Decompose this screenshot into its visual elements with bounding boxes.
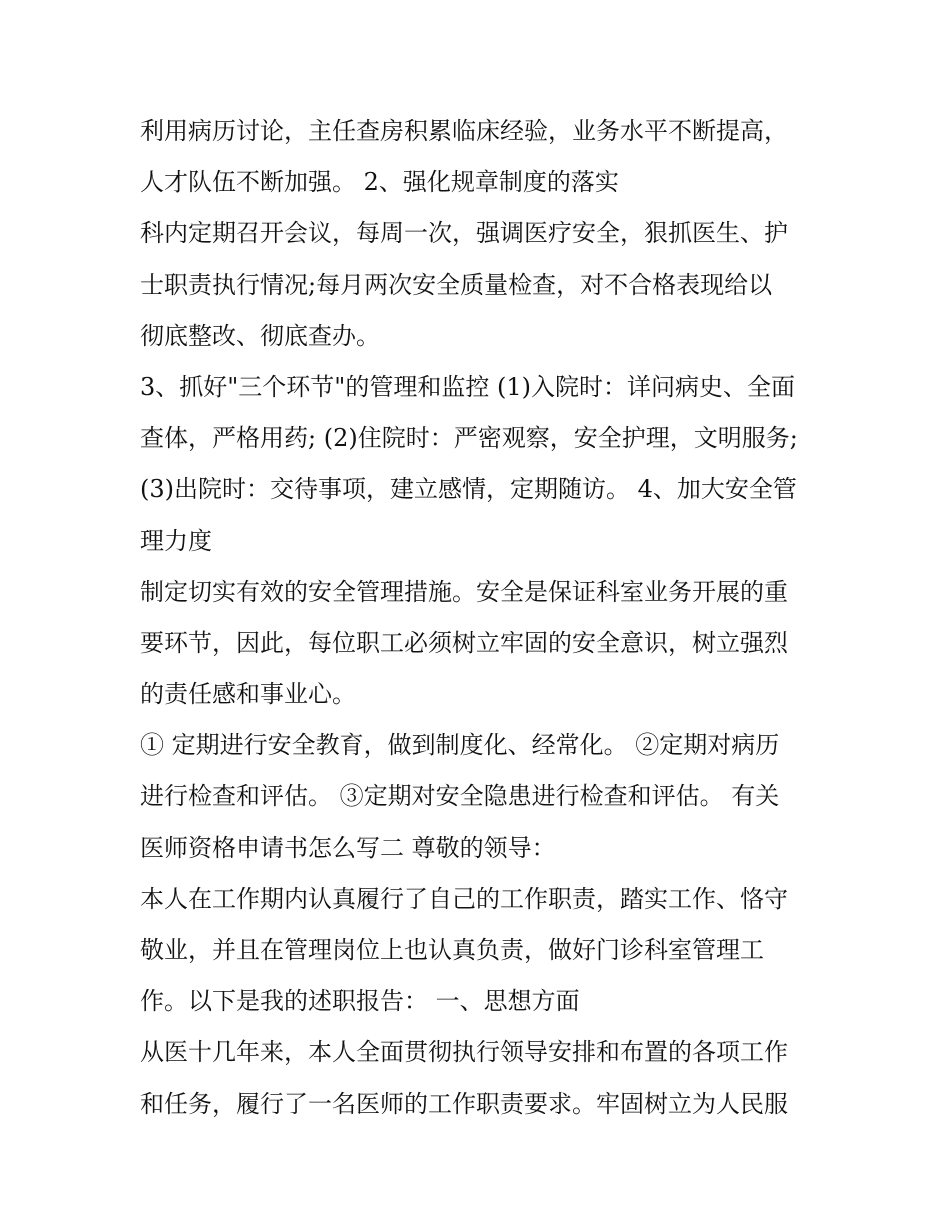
text-line: 3、抓好"三个环节"的管理和监控 (1)入院时：详问病史、全面: [140, 372, 795, 401]
text-line: 理力度: [140, 526, 212, 555]
text-line: 本人在工作期内认真履行了自己的工作职责，踏实工作、恪守: [140, 884, 788, 913]
text-line: 士职责执行情况;每月两次安全质量检查，对不合格表现给以: [140, 270, 773, 299]
text-line: 敬业，并且在管理岗位上也认真负责，做好门诊科室管理工: [140, 936, 764, 964]
text-line: (3)出院时：交待事项，建立感情，定期随访。 4、加大安全管: [140, 475, 797, 504]
text-line: 人才队伍不断加强。 2、强化规章制度的落实: [140, 168, 619, 197]
text-line: 制定切实有效的安全管理措施。安全是保证科室业务开展的重: [140, 577, 788, 606]
text-line: 和任务，履行了一名医师的工作职责要求。牢固树立为人民服: [140, 1089, 788, 1118]
text-line: 要环节，因此，每位职工必须树立牢固的安全意识，树立强烈: [140, 628, 788, 657]
text-line: 作。以下是我的述职报告： 一、思想方面: [140, 987, 580, 1016]
text-line: 科内定期召开会议，每周一次，强调医疗安全，狠抓医生、护: [140, 219, 788, 248]
document-body: [140, 106, 820, 1130]
text-line: 的责任感和事业心。: [140, 680, 356, 709]
text-line: 彻底整改、彻底查办。: [140, 321, 380, 350]
text-line: 利用病历讨论，主任查房积累临床经验，业务水平不断提高，: [140, 117, 788, 145]
text-line: 从医十几年来，本人全面贯彻执行领导安排和布置的各项工作: [140, 1038, 788, 1067]
text-line: 进行检查和评估。 ③定期对安全隐患进行检查和评估。 有关: [140, 782, 780, 811]
text-line: ① 定期进行安全教育，做到制度化、经常化。 ②定期对病历: [140, 731, 780, 760]
text-line: 查体，严格用药; (2)住院时：严密观察，安全护理，文明服务;: [140, 424, 798, 453]
text-line: 医师资格申请书怎么写二 尊敬的领导：: [140, 833, 556, 862]
